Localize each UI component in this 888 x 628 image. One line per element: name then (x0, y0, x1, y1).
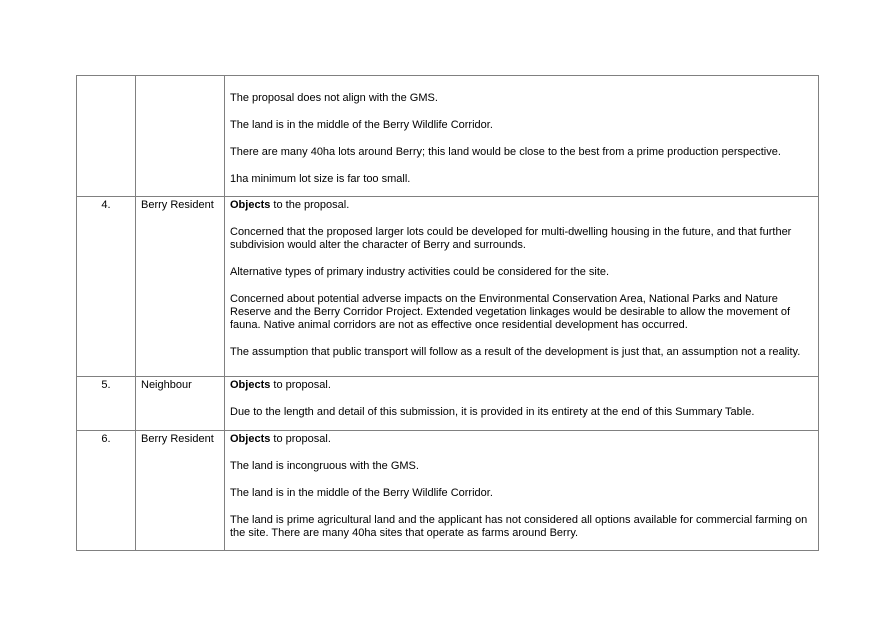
submitter-name: Berry Resident (141, 199, 214, 211)
objects-label: Objects (230, 433, 271, 445)
comment-paragraph: Concerned about potential adverse impacts on the Environmental Conservation Area, National Parks and Nature Reserve and the Berry Corridor Project. Extended vegetation linkages would be desirable to allow the movement of fauna. Native animal corridors are not as effective once residential development has occurred. (230, 293, 791, 331)
submission-number-cell (77, 76, 136, 197)
comment-paragraph: Objects to proposal. (230, 379, 331, 391)
submitter-cell (136, 377, 225, 431)
comment-paragraph: The proposal does not align with the GMS. (230, 92, 438, 104)
comment-cell (225, 431, 819, 551)
submission-number: 5. (101, 379, 111, 391)
comment-paragraph: The land is prime agricultural land and the applicant has not considered all options available for commercial farming on the site. There are many 40ha sites that operate as farms around Berry. (230, 514, 808, 539)
submission-number: 6. (101, 433, 111, 445)
comment-paragraph: 1ha minimum lot size is far too small. (230, 173, 411, 185)
submission-number-cell (77, 377, 136, 431)
submission-number-cell (77, 431, 136, 551)
submitter-name: Neighbour (141, 379, 192, 391)
objects-label: Objects (230, 379, 271, 391)
table-row (77, 197, 819, 377)
comment-paragraph: The land is incongruous with the GMS. (230, 460, 419, 472)
comment-paragraph: Concerned that the proposed larger lots could be developed for multi-dwelling housing in the future, and that further subdivision would alter the character of Berry and surrounds. (230, 226, 792, 251)
comment-paragraph: There are many 40ha lots around Berry; this land would be close to the best from a prime production perspective. (230, 146, 781, 158)
comment-cell (225, 377, 819, 431)
comment-paragraph: Due to the length and detail of this submission, it is provided in its entirety at the end of this Summary Table. (230, 406, 755, 418)
table-row (77, 76, 819, 197)
submission-number-cell (77, 197, 136, 377)
submitter-cell (136, 197, 225, 377)
comment-paragraph: Alternative types of primary industry activities could be considered for the site. (230, 266, 610, 278)
submitter-cell (136, 76, 225, 197)
comment-cell (225, 197, 819, 377)
submission-number: 4. (101, 199, 111, 211)
comment-cell (225, 76, 819, 197)
comment-paragraph: The assumption that public transport will follow as a result of the development is just that, an assumption not a reality. (230, 346, 801, 358)
submitter-name: Berry Resident (141, 433, 214, 445)
table-row (77, 377, 819, 431)
submitter-name (141, 76, 224, 92)
comment-paragraph: Objects to the proposal. (230, 199, 350, 211)
submitter-cell (136, 431, 225, 551)
comment-paragraph: The land is in the middle of the Berry Wildlife Corridor. (230, 487, 493, 499)
table-row (77, 431, 819, 551)
objects-label: Objects (230, 199, 271, 211)
comment-paragraph: Objects to proposal. (230, 433, 331, 445)
submission-summary-table (76, 75, 819, 551)
comment-paragraph: The land is in the middle of the Berry Wildlife Corridor. (230, 119, 493, 131)
submission-number (77, 76, 135, 92)
